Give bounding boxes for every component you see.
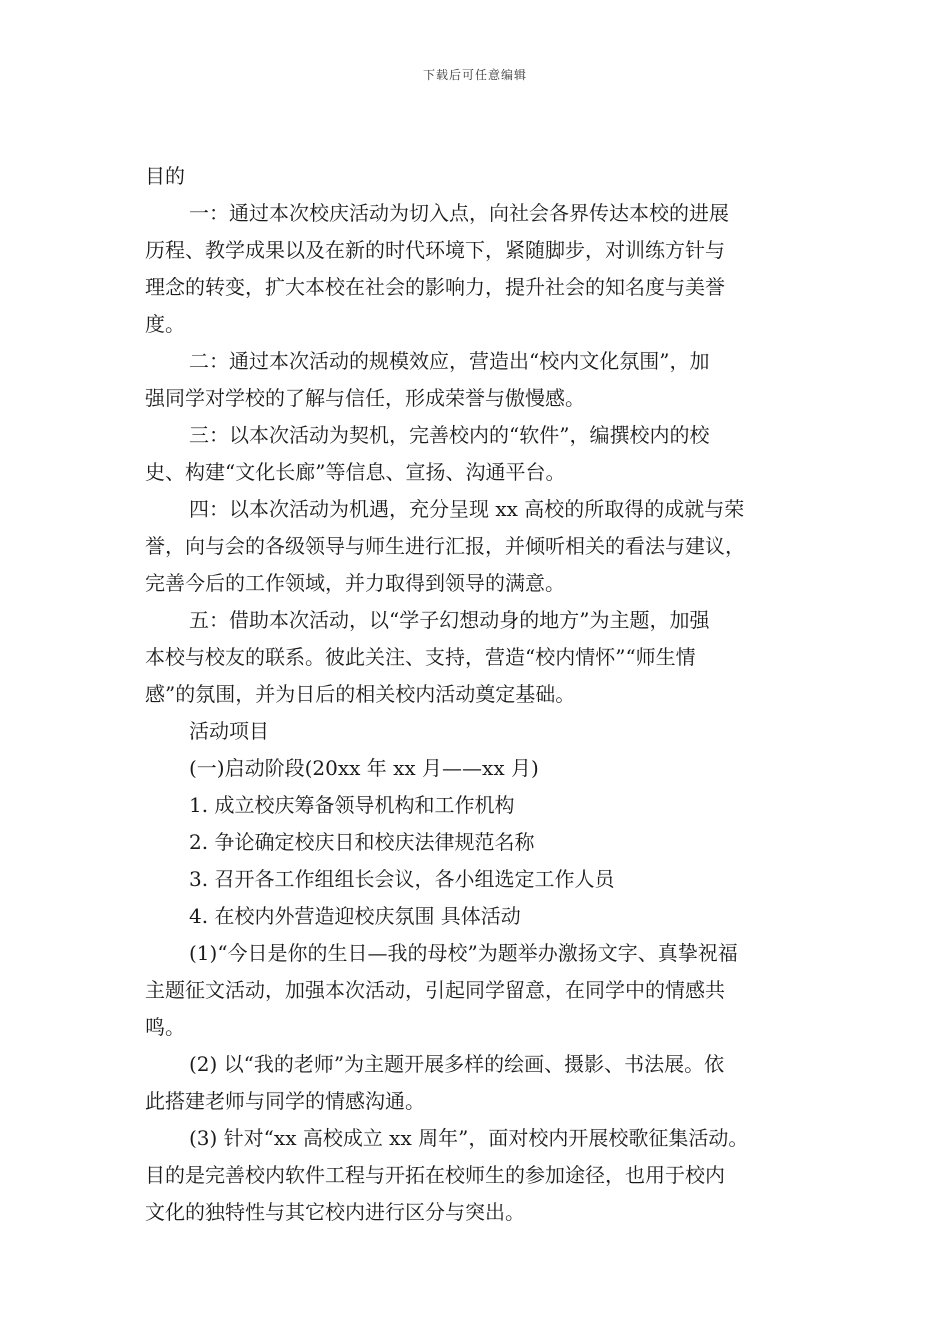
list-item: 2. 争论确定校庆日和校庆法律规范名称 — [189, 830, 535, 854]
text-line: 强同学对学校的了解与信任，形成荣誉与傲慢感。 — [145, 386, 585, 410]
page-header: 下载后可任意编辑 — [422, 68, 527, 82]
text-line: 本校与校友的联系。彼此关注、支持，营造“校内情怀”“师生情 — [145, 645, 696, 669]
list-item: 4. 在校内外营造迎校庆氛围 具体活动 — [189, 904, 521, 928]
text-line: 五：借助本次活动，以“学子幻想动身的地方”为主题，加强 — [189, 608, 710, 632]
text-line: (3) 针对“xx 高校成立 xx 周年”，面对校内开展校歌征集活动。 — [189, 1126, 749, 1150]
text-line: 主题征文活动，加强本次活动，引起同学留意，在同学中的情感共 — [145, 978, 725, 1002]
text-line: 完善今后的工作领域，并力取得到领导的满意。 — [145, 571, 565, 595]
text-line: 历程、教学成果以及在新的时代环境下，紧随脚步，对训练方针与 — [145, 238, 725, 262]
text-line: 感”的氛围，并为日后的相关校内活动奠定基础。 — [145, 682, 576, 706]
text-line: 二：通过本次活动的规模效应，营造出“校内文化氛围”，加 — [189, 349, 710, 373]
list-item: 3. 召开各工作组组长会议，各小组选定工作人员 — [189, 867, 615, 891]
text-line: 鸣。 — [145, 1015, 185, 1039]
text-line: 一：通过本次校庆活动为切入点，向社会各界传达本校的进展 — [189, 201, 729, 225]
text-line: 史、构建“文化长廊”等信息、宣扬、沟通平台。 — [145, 460, 566, 484]
text-line: 目的是完善校内软件工程与开拓在校师生的参加途径，也用于校内 — [145, 1163, 725, 1187]
text-line: 四：以本次活动为机遇，充分呈现 xx 高校的所取得的成就与荣 — [189, 497, 745, 521]
subsection-heading: (一)启动阶段(20xx 年 xx 月——xx 月) — [189, 756, 539, 780]
text-line: 此搭建老师与同学的情感沟通。 — [145, 1089, 425, 1113]
text-line: (1)“今日是你的生日—我的母校”为题举办激扬文字、真挚祝福 — [189, 941, 738, 965]
section-heading: 活动项目 — [189, 719, 269, 743]
text-line: 誉，向与会的各级领导与师生进行汇报，并倾听相关的看法与建议， — [145, 534, 745, 558]
text-line: 理念的转变，扩大本校在社会的影响力，提升社会的知名度与美誉 — [145, 275, 725, 299]
document-body — [145, 158, 810, 1231]
text-line: 文化的独特性与其它校内进行区分与突出。 — [145, 1200, 525, 1224]
text-line-title: 目的 — [145, 164, 185, 188]
text-line: 度。 — [145, 312, 185, 336]
list-item: 1. 成立校庆筹备领导机构和工作机构 — [189, 793, 515, 817]
text-line: 三：以本次活动为契机，完善校内的“软件”，编撰校内的校 — [189, 423, 710, 447]
text-line: (2) 以“我的老师”为主题开展多样的绘画、摄影、书法展。依 — [189, 1052, 725, 1076]
